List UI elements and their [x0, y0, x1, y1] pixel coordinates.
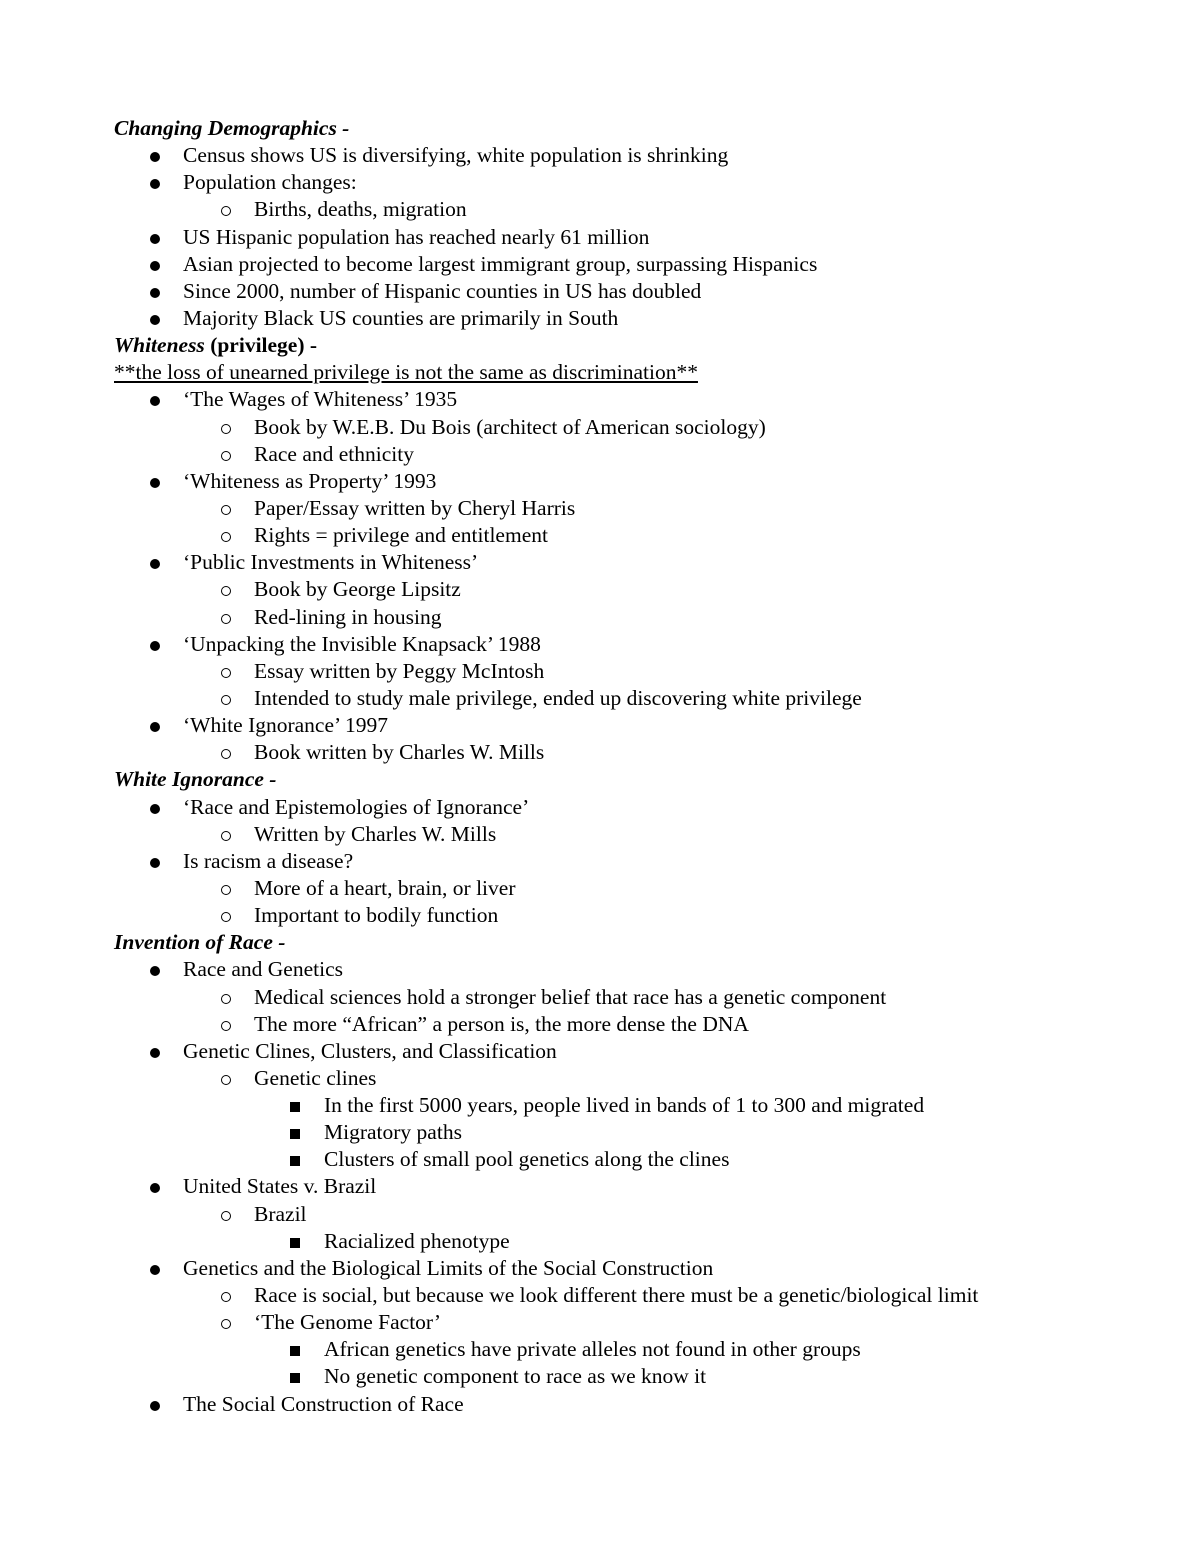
list-item: Important to bodily function [114, 902, 1140, 929]
section-heading: Invention of Race - [114, 930, 286, 955]
list-item: Medical sciences hold a stronger belief that race has a genetic component [114, 984, 1140, 1011]
bullet-circle-icon [221, 614, 231, 624]
list-item: ‘Unpacking the Invisible Knapsack’ 1988 [114, 631, 1140, 658]
bullet-disc-icon [150, 966, 160, 976]
list-item: Book by W.E.B. Du Bois (architect of American sociology) [114, 414, 1140, 441]
section-heading-suffix: (privilege) - [210, 333, 318, 358]
bullet-disc-icon [150, 804, 160, 814]
list-item: Intended to study male privilege, ended up discovering white privilege [114, 685, 1140, 712]
bullet-square-icon [290, 1373, 300, 1383]
list-item: The more “African” a person is, the more dense the DNA [114, 1011, 1140, 1038]
list-item: Brazil [114, 1201, 1140, 1228]
list-item: Race and Genetics [114, 956, 1140, 983]
bullet-square-icon [290, 1102, 300, 1112]
bullet-disc-icon [150, 1265, 160, 1275]
bullet-circle-icon [221, 206, 231, 216]
list-item: Rights = privilege and entitlement [114, 522, 1140, 549]
bullet-disc-icon [150, 234, 160, 244]
bullet-disc-icon [150, 288, 160, 298]
bullet-disc-icon [150, 478, 160, 488]
list-item: Genetic Clines, Clusters, and Classification [114, 1038, 1140, 1065]
list-item: ‘The Wages of Whiteness’ 1935 [114, 386, 1140, 413]
bullet-circle-icon [221, 586, 231, 596]
list-item: Written by Charles W. Mills [114, 821, 1140, 848]
list-item: Race is social, but because we look different there must be a genetic/biological limit [114, 1282, 1140, 1309]
list-item: Race and ethnicity [114, 441, 1140, 468]
bullet-disc-icon [150, 722, 160, 732]
bullet-disc-icon [150, 261, 160, 271]
bullet-circle-icon [221, 695, 231, 705]
list-item: Population changes: [114, 169, 1140, 196]
bullet-circle-icon [221, 885, 231, 895]
list-item: Asian projected to become largest immigrant group, surpassing Hispanics [114, 251, 1140, 278]
list-item: In the first 5000 years, people lived in bands of 1 to 300 and migrated [114, 1092, 1140, 1119]
bullet-circle-icon [221, 1319, 231, 1329]
bullet-circle-icon [221, 1211, 231, 1221]
bullet-square-icon [290, 1346, 300, 1356]
section-note: **the loss of unearned privilege is not the same as discrimination** [114, 360, 698, 385]
bullet-disc-icon [150, 559, 160, 569]
list-item: Genetic clines [114, 1065, 1140, 1092]
list-item: Clusters of small pool genetics along the clines [114, 1146, 1140, 1173]
bullet-circle-icon [221, 1021, 231, 1031]
bullet-disc-icon [150, 179, 160, 189]
list-item: US Hispanic population has reached nearly 61 million [114, 224, 1140, 251]
bullet-circle-icon [221, 668, 231, 678]
bullet-circle-icon [221, 451, 231, 461]
bullet-square-icon [290, 1238, 300, 1248]
bullet-disc-icon [150, 396, 160, 406]
bullet-disc-icon [150, 641, 160, 651]
list-item: ‘Race and Epistemologies of Ignorance’ [114, 794, 1140, 821]
list-item: Book written by Charles W. Mills [114, 739, 1140, 766]
bullet-square-icon [290, 1156, 300, 1166]
list-item: United States v. Brazil [114, 1173, 1140, 1200]
bullet-disc-icon [150, 1048, 160, 1058]
bullet-circle-icon [221, 505, 231, 515]
bullet-circle-icon [221, 831, 231, 841]
list-item: ‘White Ignorance’ 1997 [114, 712, 1140, 739]
list-item: Since 2000, number of Hispanic counties in US has doubled [114, 278, 1140, 305]
section-heading: White Ignorance - [114, 767, 277, 792]
bullet-circle-icon [221, 749, 231, 759]
bullet-disc-icon [150, 152, 160, 162]
bullet-disc-icon [150, 858, 160, 868]
list-item: Majority Black US counties are primarily in South [114, 305, 1140, 332]
bullet-disc-icon [150, 1183, 160, 1193]
list-item: ‘Whiteness as Property’ 1993 [114, 468, 1140, 495]
list-item: Is racism a disease? [114, 848, 1140, 875]
bullet-circle-icon [221, 1075, 231, 1085]
list-item: Racialized phenotype [114, 1228, 1140, 1255]
list-item: ‘Public Investments in Whiteness’ [114, 549, 1140, 576]
list-item: African genetics have private alleles not found in other groups [114, 1336, 1140, 1363]
list-item: Essay written by Peggy McIntosh [114, 658, 1140, 685]
list-item: No genetic component to race as we know it [114, 1363, 1140, 1390]
list-item: More of a heart, brain, or liver [114, 875, 1140, 902]
bullet-circle-icon [221, 994, 231, 1004]
list-item: The Social Construction of Race [114, 1391, 1140, 1418]
bullet-disc-icon [150, 1401, 160, 1411]
bullet-circle-icon [221, 912, 231, 922]
section-heading: Changing Demographics - [114, 116, 350, 140]
bullet-circle-icon [221, 532, 231, 542]
bullet-circle-icon [221, 1292, 231, 1302]
section-heading [114, 332, 1140, 359]
list-item: ‘The Genome Factor’ [114, 1309, 1140, 1336]
bullet-circle-icon [221, 424, 231, 434]
bullet-disc-icon [150, 315, 160, 325]
list-item: Genetics and the Biological Limits of the Social Construction [114, 1255, 1140, 1282]
list-item: Migratory paths [114, 1119, 1140, 1146]
list-item: Paper/Essay written by Cheryl Harris [114, 495, 1140, 522]
list-item: Red-lining in housing [114, 604, 1140, 631]
bullet-square-icon [290, 1129, 300, 1139]
list-item: Births, deaths, migration [114, 196, 1140, 223]
list-item: Census shows US is diversifying, white population is shrinking [114, 142, 1140, 169]
list-item: Book by George Lipsitz [114, 576, 1140, 603]
section-heading-title: Whiteness [114, 333, 205, 358]
